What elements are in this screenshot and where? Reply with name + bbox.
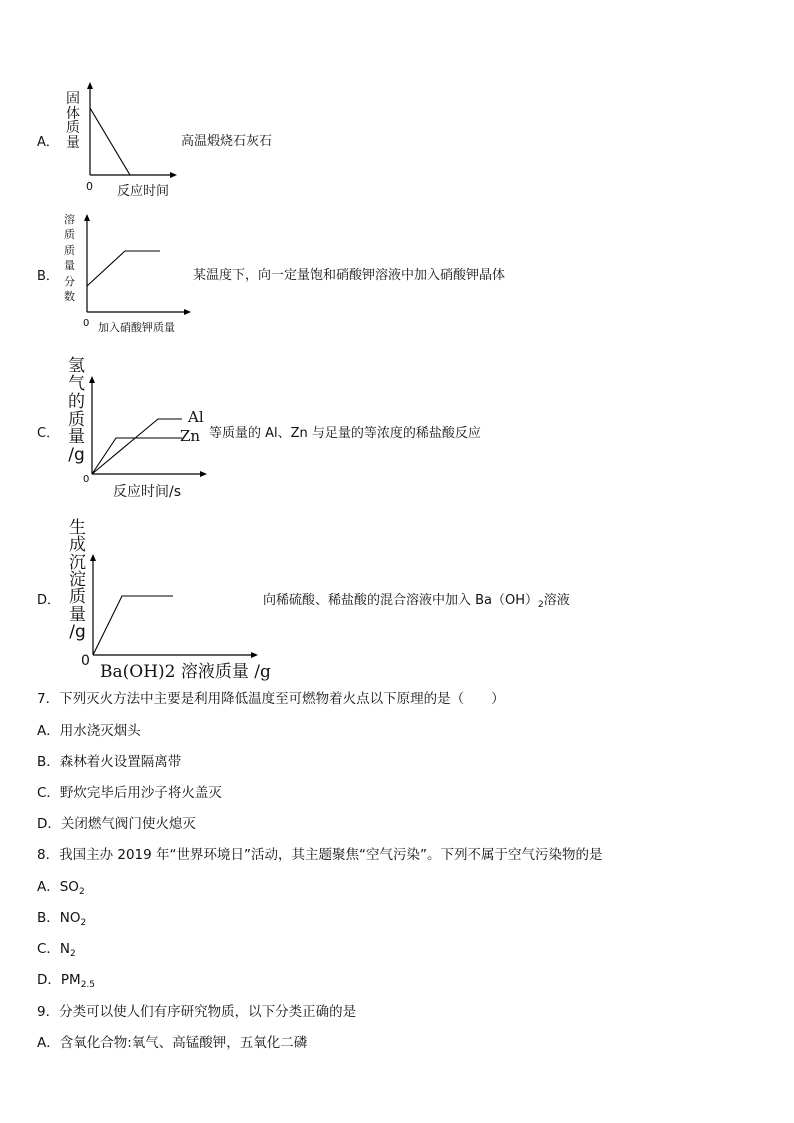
x-axis-arrow [184,309,191,315]
x-axis-label: 反应时间/s [113,484,182,500]
x-axis-label: 反应时间 [117,184,170,199]
question-8-option-a: A．$SO_2$ [37,879,85,897]
y-axis-arrow [89,376,95,383]
series-line-zn [92,438,182,474]
question-7-option-d: D．关闭燃气阀门使火熄灭 [37,816,196,832]
question-7-option-a: A．用水浇灭烟头 [37,723,141,739]
x-axis-label: 加入硝酸钾质量 [98,321,175,334]
option-caption: 高温煅烧石灰石 [181,134,273,149]
y-axis-label: 生 成 沉 淀 质 量 /g [69,518,86,642]
question-8-option-c: C．$N_2$ [37,941,76,959]
chart-a-plot [80,80,180,180]
option-caption: 某温度下，向一定量饱和硝酸钾溶液中加入硝酸钾晶体 [193,268,506,283]
question-7-stem: 7．下列灭火方法中主要是利用降低温度至可燃物着火点以下原理的是（ ） [37,691,505,707]
option-caption: 向稀硫酸、稀盐酸的混合溶液中加入 $Ba(OH)_2$溶液 [263,593,570,610]
origin-label: 0 [86,180,93,193]
y-axis-label: 固 体 质 量 [66,91,80,152]
question-9-stem: 9．分类可以使人们有序研究物质，以下分类正确的是 [37,1004,357,1020]
y-axis-label: 氢 气 的 质 量 /g [68,356,85,466]
origin-label: 0 [81,653,90,669]
y-axis-label: 溶 质 质 量 分 数 [64,213,75,303]
chart-b-plot [78,212,188,317]
series-label-al: Al [188,408,204,426]
origin-label: 0 [83,318,90,329]
option-letter: C． [37,426,60,441]
question-9-option-a: A．含氧化合物:氧气、高锰酸钾，五氧化二磷 [37,1035,308,1051]
data-line [90,108,130,175]
data-line [87,251,160,286]
origin-label: 0 [83,474,90,485]
x-axis-label: Ba(OH)2 溶液质量 /g [100,662,271,682]
chart-d-plot [88,552,263,662]
option-caption: 等质量的 Al、Zn 与足量的等浓度的稀盐酸反应 [209,426,481,441]
option-letter: D． [37,593,61,608]
y-axis-arrow [90,554,96,561]
question-7-option-b: B．森林着火设置隔离带 [37,754,182,770]
data-line [93,596,173,655]
y-axis-arrow [87,82,93,89]
option-letter: B． [37,269,59,284]
series-label-zn: Zn [180,427,201,445]
question-7-option-c: C．野炊完毕后用沙子将火盖灭 [37,785,222,801]
x-axis-arrow [170,172,177,178]
question-8-option-b: B．$NO_2$ [37,910,87,928]
question-8-stem: 8．我国主办 2019 年“世界环境日”活动，其主题聚焦“空气污染”。下列不属于空气污染物的是 [37,847,603,863]
option-letter: A． [37,135,59,150]
x-axis-arrow [200,471,207,477]
question-8-option-d: D．$PM_{2.5}$ [37,972,96,990]
y-axis-arrow [84,214,90,221]
series-line-al [92,419,182,474]
